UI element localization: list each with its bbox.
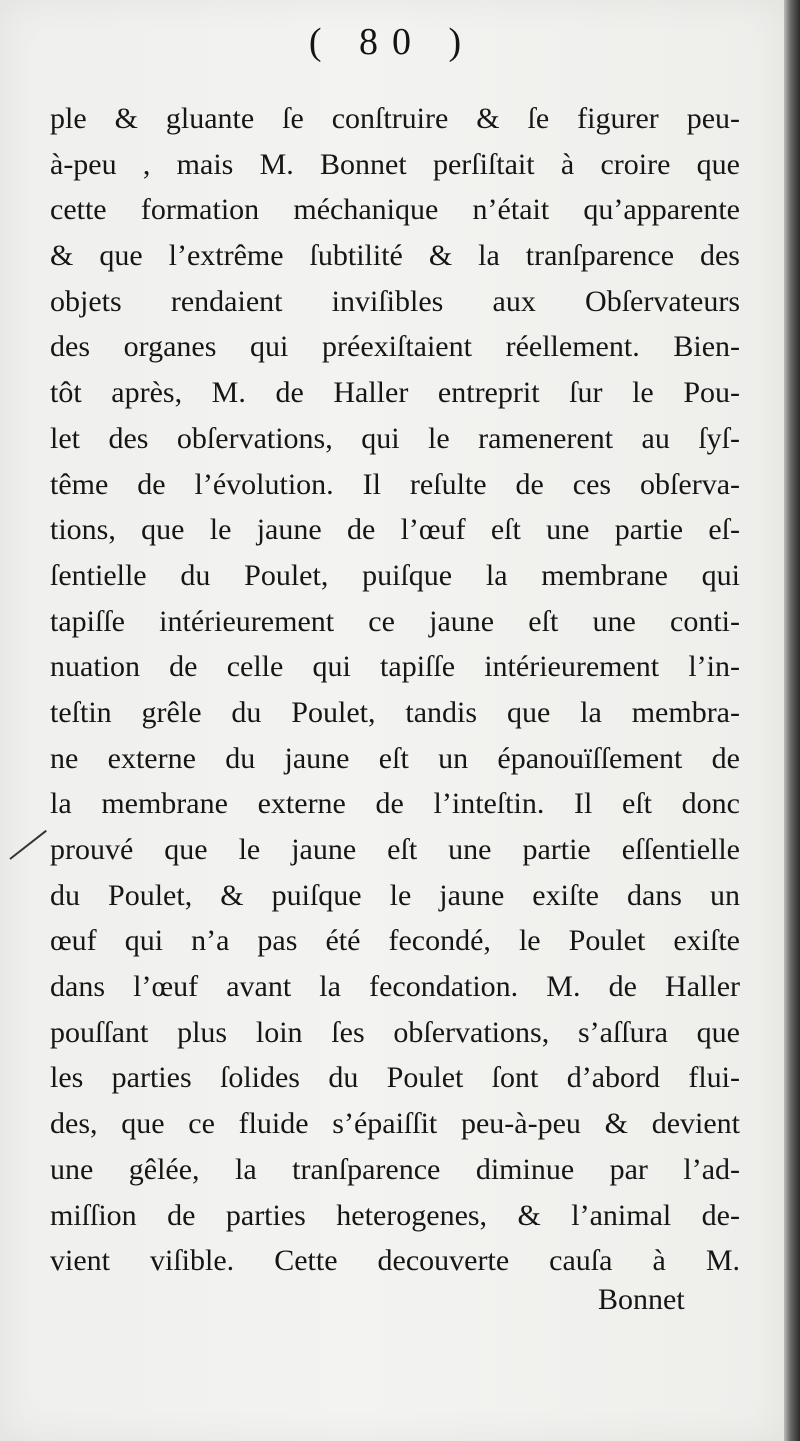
text-line: ple & gluante ſe conſtruire & ſe figurer peu- bbox=[50, 102, 740, 135]
book-gutter-edge bbox=[784, 0, 800, 1441]
text-line: à-peu , mais M. Bonnet perſiſtait à croire que bbox=[50, 147, 740, 181]
text-line: ſentielle du Poulet, puiſque la membrane qui bbox=[50, 558, 740, 592]
text-line: du Poulet, & puiſque le jaune exiſte dans un bbox=[50, 878, 740, 912]
text-line: tôt après, M. de Haller entreprit ſur le Pou- bbox=[50, 376, 740, 410]
text-line: prouvé que le jaune eſt une partie eſſentielle bbox=[50, 833, 740, 866]
text-line: & que l’extrême ſubtilité & la tranſparence des bbox=[50, 239, 740, 273]
text-line: la membrane externe de l’inteſtin. Il eſt donc bbox=[50, 787, 740, 821]
text-line: teſtin grêle du Poulet, tandis que la membra- bbox=[50, 695, 740, 729]
text-line: une gêlée, la tranſparence diminue par l’ad- bbox=[50, 1152, 740, 1186]
catchword: Bonnet bbox=[598, 1283, 685, 1316]
text-line: des, que ce fluide s’épaiſſit peu-à-peu & devient bbox=[50, 1107, 740, 1141]
text-line: des organes qui préexiſtaient réellement. Bien- bbox=[50, 330, 740, 364]
text-line: tions, que le jaune de l’œuf eſt une partie eſ- bbox=[50, 513, 740, 547]
text-line: vient viſible. Cette decouverte cauſa à M. bbox=[50, 1244, 740, 1278]
page-number-header: ( 80 ) bbox=[308, 21, 476, 63]
body-text bbox=[50, 96, 740, 1284]
margin-pen-mark bbox=[9, 830, 46, 860]
text-line: let des obſervations, qui le ramenerent au ſyſ- bbox=[50, 421, 740, 455]
text-line: tême de l’évolution. Il reſulte de ces obſerva- bbox=[50, 467, 740, 501]
text-line: cette formation méchanique n’était qu’apparente bbox=[50, 193, 740, 227]
text-line: œuf qui n’a pas été fecondé, le Poulet exiſte bbox=[50, 924, 740, 958]
text-line: nuation de celle qui tapiſſe intérieurement l’in- bbox=[50, 650, 740, 684]
text-line: ne externe du jaune eſt un épanouïſſement de bbox=[50, 741, 740, 775]
text-line: objets rendaient inviſibles aux Obſervateurs bbox=[50, 284, 740, 318]
text-line: tapiſſe intérieurement ce jaune eſt une conti- bbox=[50, 604, 740, 638]
text-line: pouſſant plus loin ſes obſervations, s’aſſura que bbox=[50, 1015, 740, 1049]
text-line: les parties ſolides du Poulet ſont d’abord flui- bbox=[50, 1061, 740, 1095]
text-line: dans l’œuf avant la fecondation. M. de Haller bbox=[50, 970, 740, 1004]
text-line: miſſion de parties heterogenes, & l’animal de- bbox=[50, 1198, 740, 1232]
